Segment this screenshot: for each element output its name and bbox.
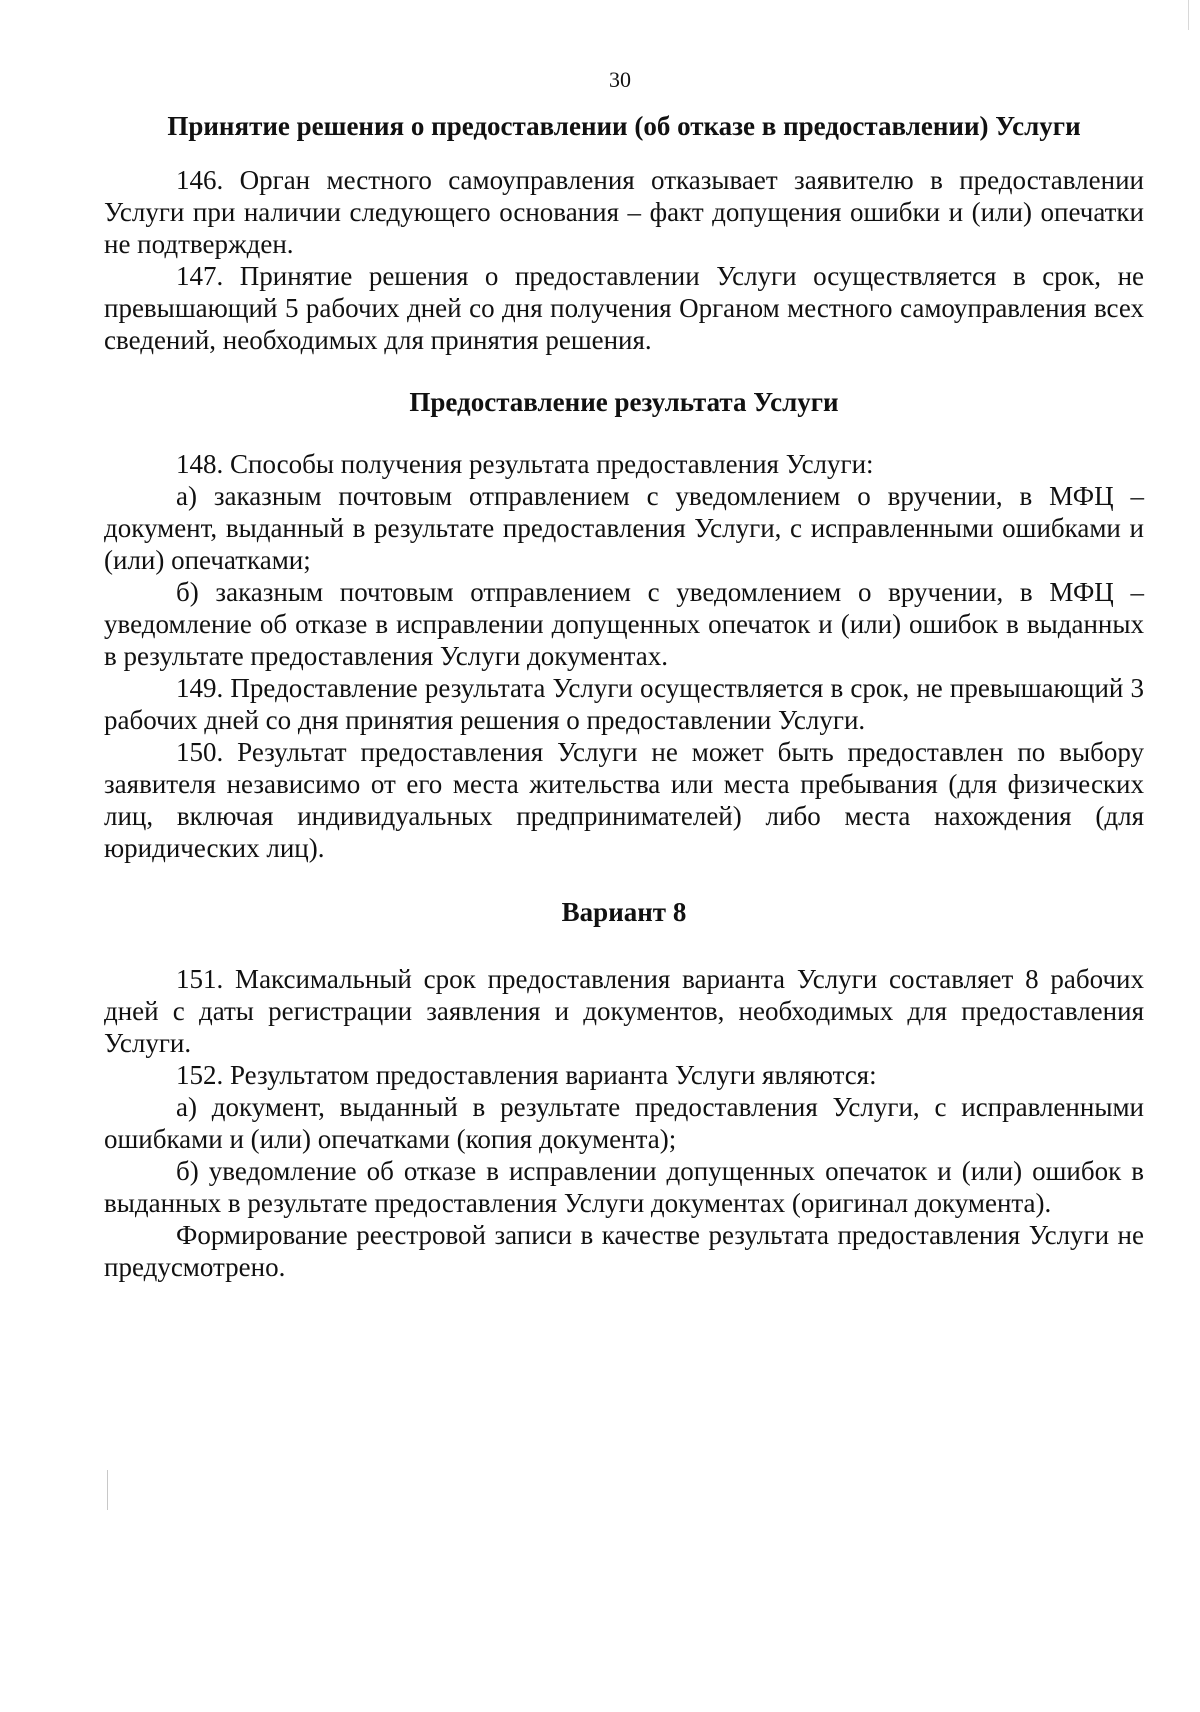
paragraph-148-b: б) заказным почтовым отправлением с уведомлением о вручении, в МФЦ – уведомление об отказе в исправлении допущенных опечаток и (или) ошибок в выданных в результате предоставления Услуги документах.: [104, 577, 1144, 671]
page-number: 30: [609, 67, 631, 92]
scan-margin-mark: [107, 1470, 108, 1510]
paragraph-150: 150. Результат предоставления Услуги не может быть предоставлен по выбору заявителя независимо от его места жительства или места пребывания (для физических лиц, включая индивидуальных предпринимателей) либо места нахождения (для юридических лиц).: [104, 737, 1144, 863]
paragraph-148: 148. Способы получения результата предоставления Услуги:: [176, 449, 874, 479]
paragraph-152-a: а) документ, выданный в результате предоставления Услуги, с исправленными ошибками и (или) опечатками (копия документа);: [104, 1092, 1144, 1154]
scan-edge-mark: [1188, 0, 1189, 30]
document-body: [104, 110, 1144, 1283]
paragraph-149: 149. Предоставление результата Услуги осуществляется в срок, не превышающий 3 рабочих дней со дня принятия решения о предоставлении Услуги.: [104, 673, 1144, 735]
section-heading-decision: Принятие решения о предоставлении (об отказе в предоставлении) Услуги: [167, 111, 1081, 141]
paragraph-151: 151. Максимальный срок предоставления варианта Услуги составляет 8 рабочих дней с даты регистрации заявления и документов, необходимых для предоставления Услуги.: [104, 964, 1144, 1058]
paragraph-152-b: б) уведомление об отказе в исправлении допущенных опечаток и (или) ошибок в выданных в результате предоставления Услуги документах (оригинал документа).: [104, 1156, 1144, 1218]
paragraph-146: 146. Орган местного самоуправления отказывает заявителю в предоставлении Услуги при наличии следующего основания – факт допущения ошибки и (или) опечатки не подтвержден.: [104, 165, 1144, 259]
section-heading-variant-8: Вариант 8: [561, 897, 687, 927]
paragraph-152: 152. Результатом предоставления варианта Услуги являются:: [176, 1060, 877, 1090]
paragraph-147: 147. Принятие решения о предоставлении Услуги осуществляется в срок, не превышающий 5 рабочих дней со дня получения Органом местного самоуправления всех сведений, необходимых для принятия решения.: [104, 261, 1144, 355]
section-heading-result: Предоставление результата Услуги: [409, 387, 839, 417]
paragraph-final: Формирование реестровой записи в качестве результата предоставления Услуги не предусмотрено.: [104, 1220, 1144, 1282]
paragraph-148-a: а) заказным почтовым отправлением с уведомлением о вручении, в МФЦ – документ, выданный в результате предоставления Услуги, с исправленными ошибками и (или) опечатками;: [104, 481, 1144, 575]
